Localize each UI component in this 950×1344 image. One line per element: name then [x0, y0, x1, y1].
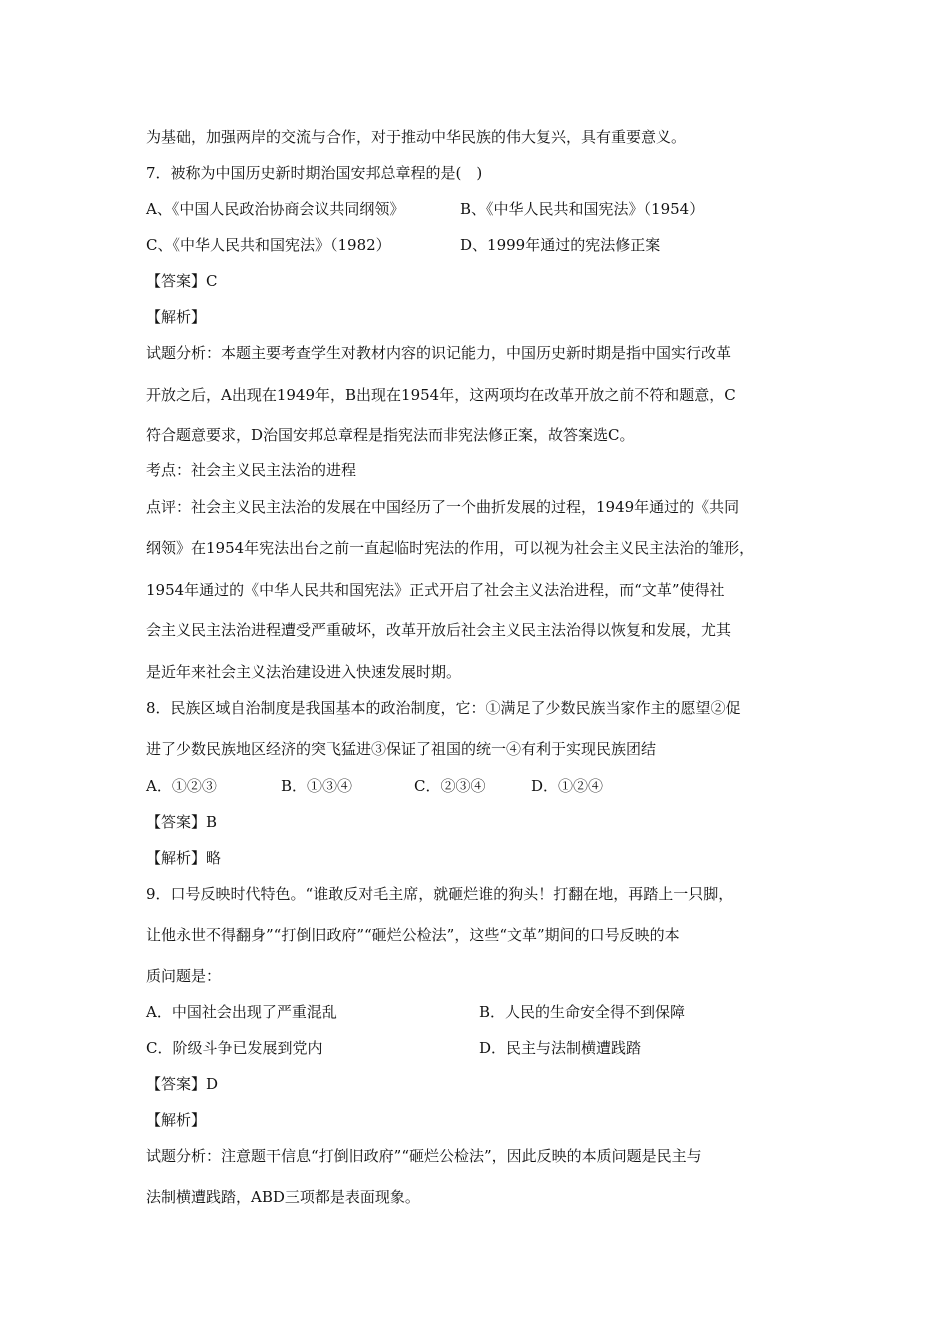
answer-label: 【答案】C	[146, 272, 218, 290]
question-8-stem: 8．民族区域自治制度是我国基本的政治制度，它：①满足了少数民族当家作主的愿望②促	[146, 699, 741, 717]
question-8-options	[146, 776, 604, 796]
question-9-options-row-2	[146, 1038, 642, 1058]
comment-text: 会主义民主法治进程遭受严重破坏，改革开放后社会主义民主法治得以恢复和发展，尤其	[146, 621, 732, 639]
analysis-text: 符合题意要求，D治国安邦总章程是指宪法而非宪法修正案，故答案选C。	[146, 426, 635, 444]
analysis-label: 【解析】	[146, 308, 207, 326]
analysis-text: 试题分析：注意题干信息“打倒旧政府”“砸烂公检法”，因此反映的本质问题是民主与	[146, 1147, 702, 1165]
question-9-stem: 让他永世不得翻身”“打倒旧政府”“砸烂公检法”，这些“文革”期间的口号反映的本	[146, 926, 680, 944]
analysis-text: 试题分析：本题主要考查学生对教材内容的识记能力，中国历史新时期是指中国实行改革	[146, 344, 732, 362]
knowledge-point: 考点：社会主义民主法治的进程	[146, 461, 357, 479]
answer-label: 【答案】D	[146, 1075, 219, 1093]
analysis-text: 开放之后，A出现在1949年，B出现在1954年，这两项均在改革开放之前不符和题意，C	[146, 386, 736, 404]
option-b: B．①③④	[281, 777, 353, 795]
question-9-options-row-1	[146, 1002, 686, 1022]
option-d: D、1999年通过的宪法修正案	[460, 236, 661, 254]
option-a: A、《中国人民政治协商会议共同纲领》	[146, 200, 405, 218]
text-line: 为基础，加强两岸的交流与合作，对于推动中华民族的伟大复兴，具有重要意义。	[146, 128, 687, 146]
answer-label: 【答案】B	[146, 813, 218, 831]
question-7-options-row-2	[146, 235, 661, 255]
comment-text: 点评：社会主义民主法治的发展在中国经历了一个曲折发展的过程，1949年通过的《共同	[146, 498, 740, 516]
question-9-stem: 质问题是：	[146, 967, 222, 985]
comment-text: 是近年来社会主义法治建设进入快速发展时期。	[146, 663, 462, 681]
option-d: D．①②④	[531, 777, 604, 795]
question-7-options-row-1	[146, 199, 705, 219]
analysis-label: 【解析】	[146, 1111, 207, 1129]
analysis-label: 【解析】略	[146, 849, 222, 867]
option-c: C．阶级斗争已发展到党内	[146, 1039, 323, 1057]
comment-text: 1954年通过的《中华人民共和国宪法》正式开启了社会主义法治进程，而“文革”使得社	[146, 581, 725, 599]
option-a: A．中国社会出现了严重混乱	[146, 1003, 337, 1021]
option-c: C．②③④	[414, 777, 486, 795]
analysis-text: 法制横遭践踏，ABD三项都是表面现象。	[146, 1188, 420, 1206]
comment-text: 纲领》在1954年宪法出台之前一直起临时宪法的作用，可以视为社会主义民主法治的雏形，	[146, 539, 755, 557]
option-c: C、《中华人民共和国宪法》（1982）	[146, 236, 391, 254]
question-7-stem: 7．被称为中国历史新时期治国安邦总章程的是( )	[146, 164, 483, 182]
option-a: A．①②③	[146, 777, 217, 795]
question-9-stem: 9．口号反映时代特色。“谁敢反对毛主席，就砸烂谁的狗头！打翻在地，再踏上一只脚，	[146, 885, 734, 903]
option-b: B．人民的生命安全得不到保障	[479, 1003, 686, 1021]
question-8-stem: 进了少数民族地区经济的突飞猛进③保证了祖国的统一④有利于实现民族团结	[146, 740, 657, 758]
option-d: D．民主与法制横遭践踏	[479, 1039, 642, 1057]
option-b: B、《中华人民共和国宪法》（1954）	[460, 200, 705, 218]
